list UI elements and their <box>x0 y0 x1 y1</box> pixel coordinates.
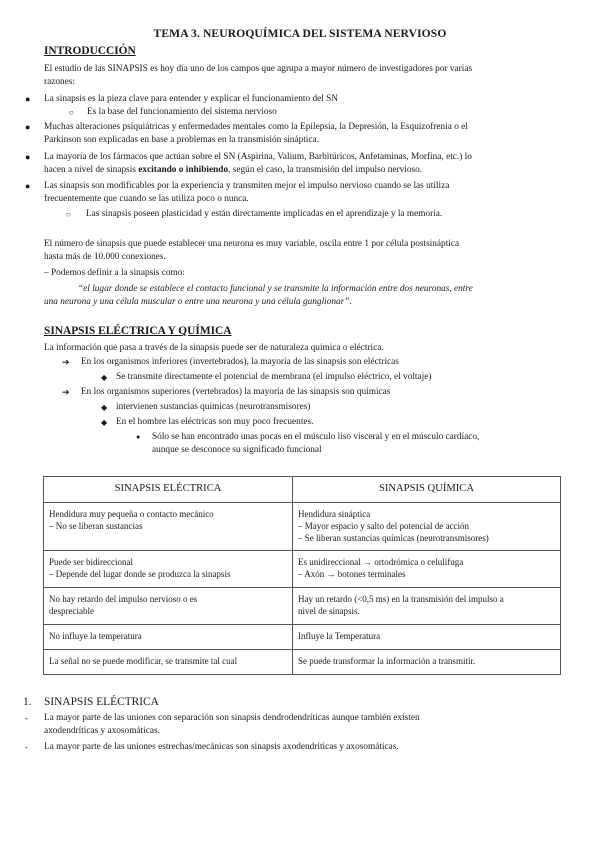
table-cell: Hendidura sináptica – Mayor espacio y salto del potencial de acción – Se liberan sustancias químicas (neurotransmisores) <box>293 503 561 551</box>
bullet-dot: ● <box>25 152 31 162</box>
table-cell: No influye la temperatura <box>44 625 293 650</box>
arrow-item: En los organismos inferiores (invertebrados), la mayoría de las sinapsis son eléctricas <box>81 357 399 367</box>
table-cell: Influye la Temperatura <box>293 625 561 650</box>
bold-text: excitando o inhibiendo <box>138 165 229 175</box>
section-heading: SINAPSIS ELÉCTRICA <box>44 696 159 708</box>
bullet-dot: ● <box>25 94 31 104</box>
dash-item: La mayor parte de las uniones con separación son sinapsis dendrodendríticas aunque también existen axodendríticas y axosomáticas. <box>44 713 420 736</box>
dash-item: La mayor parte de las uniones estrechas/mecánicas son sinapsis axodendríticas y axosomáticas. <box>44 742 399 752</box>
table-header-row <box>44 477 561 503</box>
diamond-item: En el hombre las eléctricas son muy poco frecuentes. <box>116 417 314 427</box>
intro-paragraph: El número de sinapsis que puede establecer una neurona es muy variable, oscila entre 1 por célula postsináptica hasta más de 10.000 conexiones. <box>44 239 460 262</box>
table-row <box>44 588 561 625</box>
sub-bullet-item: Las sinapsis poseen plasticidad y están directamente implicadas en el aprendizaje y la memoria. <box>86 209 443 219</box>
bullet-item: Las sinapsis son modificables por la experiencia y transmiten mejor el impulso nervioso cuando se las utiliza frecuentemente que cuando se las utiliza poco o nunca. <box>44 181 450 204</box>
bullet-item: La sinapsis es la pieza clave para entender y explicar el funcionamiento del SN <box>44 94 339 104</box>
arrow-item: En los organismos superiores (vertebrados) la mayoría de las sinapsis son químicas <box>81 387 391 397</box>
table-cell: Puede ser bidireccional – Depende del lugar donde se produzca la sinapsis <box>44 551 293 588</box>
page-title: TEMA 3. NEUROQUÍMICA DEL SISTEMA NERVIOSO <box>153 27 447 40</box>
dash-bullet: - <box>25 742 28 752</box>
bullet-dot: ● <box>25 181 31 191</box>
comparison-table <box>43 476 561 675</box>
sub-bullet-item: Es la base del funcionamiento del sistema nervioso <box>87 107 277 117</box>
table-cell: Se puede transformar la información a transmitir. <box>293 650 561 675</box>
table-row <box>44 625 561 650</box>
diamond-bullet-icon: ◆ <box>101 418 108 427</box>
sub-bullet-circle: ○ <box>66 210 71 219</box>
table-cell: Hendidura muy pequeña o contacto mecánico – No se liberan sustancias <box>44 503 293 551</box>
section-number: 1. <box>23 696 32 708</box>
intro-heading: INTRODUCCIÓN <box>44 45 136 57</box>
table-row <box>44 551 561 588</box>
table-row <box>44 650 561 675</box>
diamond-item: intervienen sustancias químicas (neurotransmisores) <box>116 402 311 412</box>
diamond-bullet-icon: ◆ <box>101 373 108 382</box>
table-row <box>44 503 561 551</box>
sub-item: Sólo se han encontrado unas pocas en el músculo liso visceral y en el músculo cardíaco, aunque se desconoce su significado funcional <box>152 432 480 455</box>
bullet-dot: ● <box>25 122 31 132</box>
bullet-dot: ● <box>136 433 141 441</box>
bullet-item: Muchas alteraciones psiquiátricas y enfermedades mentales como la Epilepsia, la Depresión, la Esquizofrenia o el Parkinson son explicadas en base a problemas en la transmisión sináptica. <box>44 122 468 145</box>
arrow-bullet-icon: ➔ <box>62 357 70 367</box>
section-paragraph: La información que pasa a través de la sinapsis puede ser de naturaleza química o eléctrica. <box>44 343 384 353</box>
sub-bullet-circle: ○ <box>69 108 74 117</box>
diamond-bullet-icon: ◆ <box>101 403 108 412</box>
column-header-quimica: SINAPSIS QUÍMICA <box>293 477 561 503</box>
table-cell: La señal no se puede modificar, se transmite tal cual <box>44 650 293 675</box>
intro-paragraph: El estudio de las SINAPSIS es hoy día uno de los campos que agrupa a mayor número de investigadores por varias razones: <box>44 64 473 87</box>
table-cell: No hay retardo del impulso nervioso o es despreciable <box>44 588 293 625</box>
diamond-item: Se transmite directamente el potencial de membrana (el impulso eléctrico, el voltaje) <box>116 372 432 382</box>
definition-intro: – Podemos definir a la sinapsis como: <box>44 268 185 278</box>
column-header-electrica: SINAPSIS ELÉCTRICA <box>44 477 293 503</box>
table-cell: Hay un retardo (<0,5 ms) en la transmisión del impulso a nivel de sinapsis. <box>293 588 561 625</box>
bullet-item: La mayoría de los fármacos que actúan sobre el SN (Aspirina, Valium, Barbitúricos, Anfetaminas, Morfina, etc.) lo hacen a nivel de sinapsis excitando o inhibiendo, según el caso, la transmisión del impulso nervioso. <box>44 152 472 175</box>
table-cell: Es unidireccional → ortodrómica o celulífuga – Axón → botones terminales <box>293 551 561 588</box>
arrow-bullet-icon: ➔ <box>62 387 70 397</box>
section-heading: SINAPSIS ELÉCTRICA Y QUÍMICA <box>44 325 232 337</box>
definition-quote: “el lugar donde se establece el contacto funcional y se transmite la información entre dos neuronas, entre una neurona y una célula muscular o entre una neurona y una célula ganglionar”. <box>44 284 473 307</box>
dash-bullet: - <box>25 713 28 723</box>
